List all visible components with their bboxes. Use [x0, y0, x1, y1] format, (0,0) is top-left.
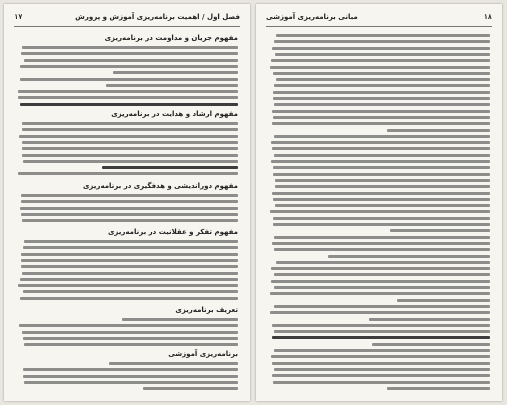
- text-line: [273, 91, 490, 94]
- text-line: [274, 40, 490, 43]
- text-line: [20, 297, 238, 300]
- text-line: [273, 198, 490, 201]
- text-line: [22, 219, 238, 222]
- text-line: [272, 147, 490, 150]
- text-line: [18, 96, 238, 99]
- text-line: [23, 290, 238, 293]
- text-line: [328, 255, 490, 258]
- left-page-number: ۱۷: [14, 13, 23, 21]
- text-line: [274, 368, 490, 371]
- text-line: [271, 267, 490, 270]
- text-line: [276, 261, 490, 264]
- text-line: [272, 336, 490, 339]
- text-line: [274, 236, 490, 239]
- text-line: [102, 166, 238, 169]
- text-line: [21, 200, 238, 203]
- text-line: [369, 318, 490, 321]
- text-line: [271, 160, 490, 163]
- text-line: [270, 292, 490, 295]
- text-line: [276, 34, 490, 37]
- text-line: [273, 116, 490, 119]
- right-page-body: [268, 32, 490, 391]
- section-heading: مفهوم جریان و مداومت در برنامه‌ریزی: [104, 34, 238, 42]
- text-line: [18, 172, 238, 175]
- text-line: [21, 194, 238, 197]
- section-heading: مفهوم دوراندیشی و هدفگیری در برنامه‌ریزی: [83, 182, 238, 190]
- section-heading: مفهوم تفکر و عقلانیت در برنامه‌ریزی: [107, 228, 238, 236]
- right-page-header: [266, 10, 492, 27]
- text-line: [20, 78, 238, 81]
- text-line: [21, 52, 238, 55]
- text-line: [274, 154, 490, 157]
- text-line: [21, 253, 238, 256]
- text-line: [24, 343, 238, 346]
- text-line: [24, 59, 238, 62]
- text-line: [106, 84, 238, 87]
- text-line: [275, 53, 490, 56]
- section-heading: تعریف برنامه‌ریزی: [175, 306, 238, 314]
- text-line: [274, 286, 490, 289]
- right-page: [256, 4, 502, 401]
- text-line: [387, 129, 490, 132]
- text-line: [270, 210, 490, 213]
- text-line: [22, 331, 238, 334]
- section-heading: مفهوم ارشاد و هدایت در برنامه‌ریزی: [111, 110, 238, 118]
- text-line: [274, 305, 490, 308]
- text-line: [273, 223, 490, 226]
- text-line: [272, 122, 490, 125]
- text-line: [22, 141, 238, 144]
- text-line: [273, 381, 490, 384]
- text-line: [275, 185, 490, 188]
- text-line: [272, 374, 490, 377]
- text-line: [270, 66, 490, 69]
- text-line: [372, 343, 490, 346]
- text-line: [274, 273, 490, 276]
- text-line: [20, 278, 238, 281]
- text-line: [274, 330, 490, 333]
- book-spread: [4, 4, 503, 401]
- text-line: [270, 311, 490, 314]
- text-line: [21, 265, 238, 268]
- left-running-header: فصل اول / اهمیت برنامه‌ریزی آموزش و پرورش: [75, 13, 240, 21]
- text-line: [21, 259, 238, 262]
- text-line: [272, 110, 490, 113]
- left-page-body: [16, 32, 238, 391]
- text-line: [397, 299, 490, 302]
- text-line: [274, 103, 490, 106]
- text-line: [22, 147, 238, 150]
- text-line: [274, 84, 490, 87]
- left-page: [4, 4, 250, 401]
- text-line: [273, 166, 490, 169]
- text-line: [23, 160, 238, 163]
- text-line: [272, 242, 490, 245]
- text-line: [19, 135, 238, 138]
- text-line: [22, 122, 238, 125]
- text-line: [23, 246, 238, 249]
- left-page-header: [14, 10, 240, 27]
- text-line: [274, 349, 490, 352]
- text-line: [143, 387, 238, 390]
- text-line: [271, 59, 490, 62]
- right-running-header: مبانی برنامه‌ریزی آموزشی: [266, 13, 358, 21]
- text-line: [20, 65, 238, 68]
- text-line: [18, 90, 238, 93]
- text-line: [273, 97, 490, 100]
- text-line: [276, 78, 490, 81]
- text-line: [122, 318, 238, 321]
- text-line: [273, 217, 490, 220]
- text-line: [273, 173, 490, 176]
- text-line: [271, 355, 490, 358]
- text-line: [274, 248, 490, 251]
- text-line: [23, 337, 238, 340]
- text-line: [24, 240, 238, 243]
- text-line: [22, 128, 238, 131]
- right-page-number: ۱۸: [483, 13, 492, 21]
- text-line: [21, 213, 238, 216]
- text-line: [272, 47, 490, 50]
- text-line: [272, 362, 490, 365]
- text-line: [387, 387, 490, 390]
- text-line: [19, 324, 238, 327]
- text-line: [271, 280, 490, 283]
- text-line: [272, 192, 490, 195]
- text-line: [18, 284, 238, 287]
- text-line: [390, 229, 490, 232]
- text-line: [113, 71, 238, 74]
- text-line: [275, 179, 490, 182]
- text-line: [271, 141, 491, 144]
- text-line: [273, 72, 490, 75]
- text-line: [109, 362, 238, 365]
- text-line: [272, 324, 490, 327]
- text-line: [22, 272, 238, 275]
- text-line: [23, 368, 238, 371]
- text-line: [275, 204, 490, 207]
- text-line: [20, 103, 238, 106]
- text-line: [274, 135, 490, 138]
- section-heading: برنامه‌ریزی آموزشی: [168, 350, 238, 358]
- text-line: [24, 381, 238, 384]
- text-line: [22, 46, 238, 49]
- text-line: [22, 154, 238, 157]
- text-line: [20, 207, 238, 210]
- text-line: [23, 375, 238, 378]
